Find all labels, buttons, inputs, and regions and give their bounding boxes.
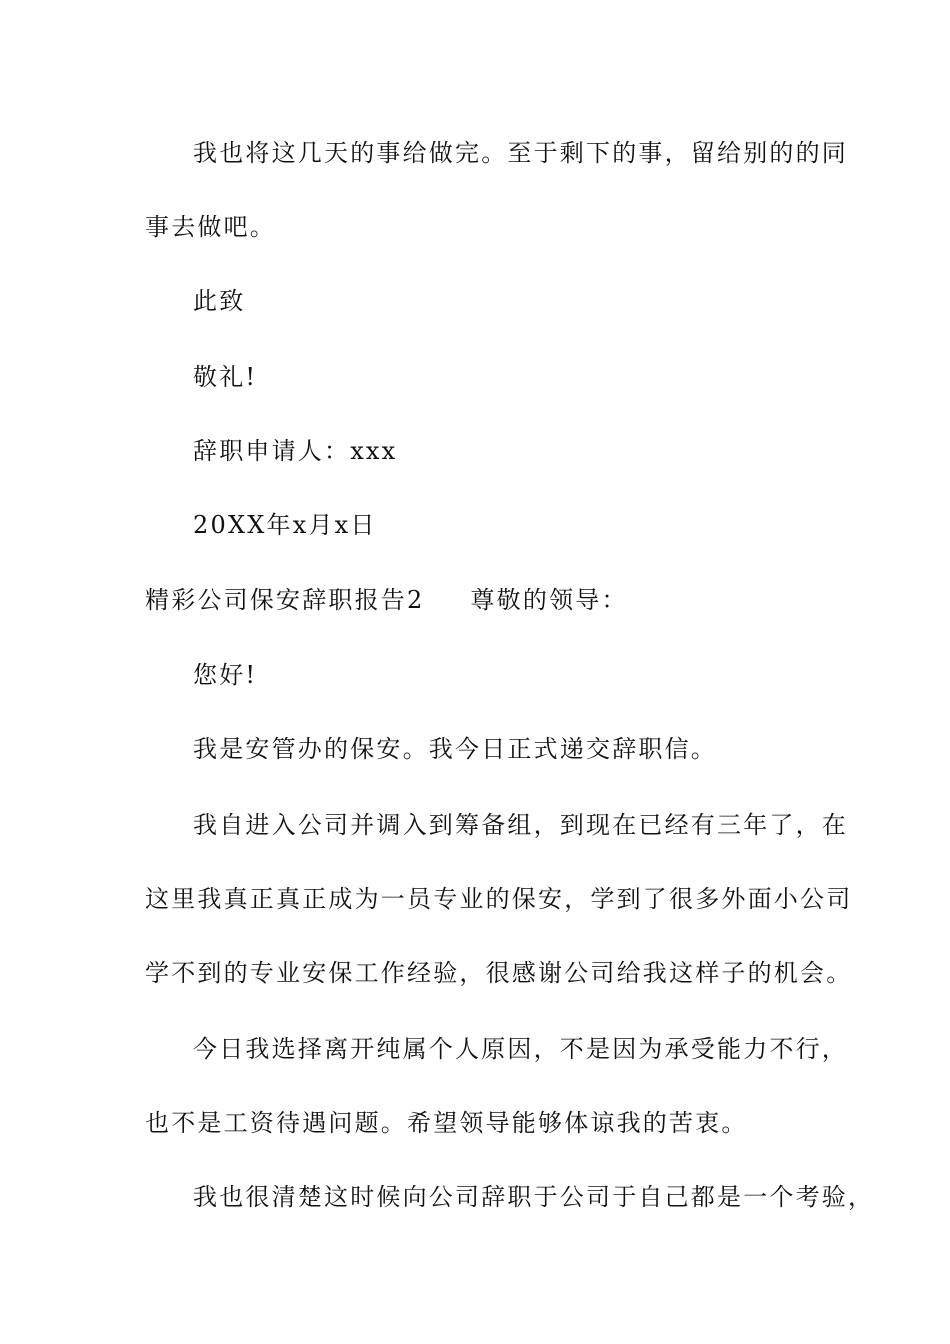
greeting: 您好!: [193, 661, 258, 689]
paragraph-line: 我自进入公司并调入到筹备组，到现在已经有三年了，在: [193, 811, 848, 839]
salutation: 尊敬的领导：: [470, 586, 628, 614]
date-line: 20XX年x月x日: [193, 511, 377, 539]
section-title: 精彩公司保安辞职报告2: [145, 586, 425, 614]
paragraph-line: 学不到的专业安保工作经验，很感谢公司给我这样子的机会。: [145, 959, 853, 987]
paragraph-line: 今日我选择离开纯属个人原因，不是因为承受能力不行，: [193, 1035, 848, 1063]
paragraph-line: 我也将这几天的事给做完。至于剩下的事，留给别的的同: [193, 139, 848, 167]
paragraph-line: 也不是工资待遇问题。希望领导能够体谅我的苦衷。: [145, 1109, 748, 1137]
paragraph-line: 我也很清楚这时候向公司辞职于公司于自己都是一个考验，: [193, 1183, 875, 1211]
paragraph-line: 事去做吧。: [145, 213, 276, 241]
paragraph-line: 我是安管办的保安。我今日正式递交辞职信。: [193, 735, 717, 763]
section-heading-row: [145, 585, 825, 615]
signature-line: 辞职申请人：xxx: [193, 437, 398, 465]
closing-salute: 敬礼!: [193, 363, 258, 391]
closing-phrase: 此致: [193, 287, 246, 315]
paragraph-line: 这里我真正真正成为一员专业的保安，学到了很多外面小公司: [145, 885, 853, 913]
